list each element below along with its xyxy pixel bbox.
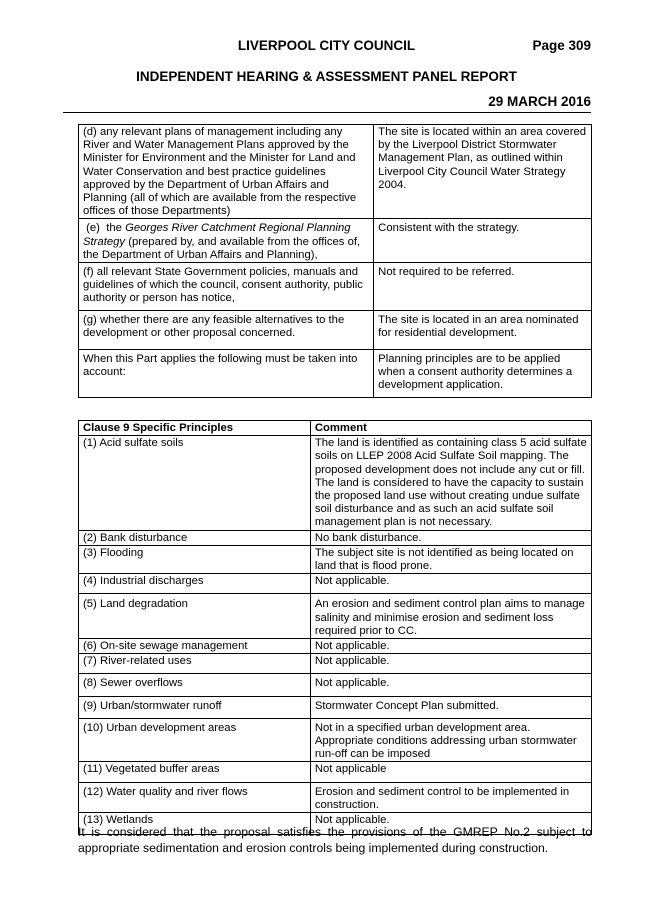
comment-cell: Stormwater Concept Plan submitted.: [310, 696, 591, 718]
consideration-comment: The site is located in an area nominated for residential development.: [374, 311, 592, 350]
comment-cell: Erosion and sediment control to be implemented in construction.: [310, 782, 591, 812]
comment-cell: Not applicable.: [310, 654, 591, 674]
table-row: [79, 436, 592, 530]
comment-cell: Not applicable: [310, 762, 591, 782]
comment-cell: Not applicable.: [310, 674, 591, 696]
principle-cell: (13) Wetlands: [79, 813, 311, 835]
page-number: Page 309: [532, 38, 591, 53]
principle-cell: (12) Water quality and river flows: [79, 782, 311, 812]
principle-cell: (4) Industrial discharges: [79, 574, 311, 594]
principle-cell: (11) Vegetated buffer areas: [79, 762, 311, 782]
table-row: [79, 311, 592, 350]
conclusion-paragraph: It is considered that the proposal satisfies the provisions of the GMREP No.2 subject to appropriate sedimentation and erosion controls being implemented during construction.: [78, 825, 592, 855]
column-header-comment: Comment: [310, 421, 591, 436]
table-row: [79, 696, 592, 718]
consideration-comment: Planning principles are to be applied when a consent authority determines a development application.: [374, 350, 592, 398]
table-row: [79, 263, 592, 311]
table-row: [79, 654, 592, 674]
table-row: [79, 350, 592, 398]
table-row: [79, 530, 592, 545]
consideration-comment: Not required to be referred.: [374, 263, 592, 311]
item-prefix: (e) the: [83, 222, 126, 235]
comment-cell: No bank disturbance.: [310, 530, 591, 545]
report-title: INDEPENDENT HEARING & ASSESSMENT PANEL REPORT: [136, 69, 517, 84]
table-row: [79, 219, 592, 263]
table-row: [79, 545, 592, 573]
item-suffix: (prepared by, and available from the offices of, the Department of Urban Affairs and Planning),: [83, 235, 361, 261]
consideration-item: (d) any relevant plans of management including any River and Water Management Plans approved by the Minister for Environment and the Minister for Land and Water Conservation and best practice guidelines approved by the Department of Urban Affairs and Planning (all of which are available from the respective offices of those Departments): [79, 125, 374, 219]
table-row: [79, 594, 592, 639]
principle-cell: (3) Flooding: [79, 545, 311, 573]
table-row: [79, 674, 592, 696]
consideration-item: [79, 219, 374, 263]
comment-cell: Not in a specified urban development area. Appropriate conditions addressing urban stormwater run-off can be imposed: [310, 718, 591, 762]
table-row: [79, 718, 592, 762]
principle-cell: (5) Land degradation: [79, 594, 311, 639]
column-header-principle: Clause 9 Specific Principles: [79, 421, 311, 436]
consideration-comment: Consistent with the strategy.: [374, 219, 592, 263]
comment-cell: The land is identified as containing class 5 acid sulfate soils on LLEP 2008 Acid Sulfate Soil mapping. The proposed development does not include any cut or fill. The land is considered to have the capacity to sustain the proposed land use without creating undue sulfate soil disturbance and as such an acid sulfate soil management plan is not necessary.: [310, 436, 591, 530]
principle-cell: (7) River-related uses: [79, 654, 311, 674]
report-date: 29 MARCH 2016: [488, 94, 591, 109]
table-row: [79, 125, 592, 219]
header-divider: [63, 112, 591, 113]
principle-cell: (10) Urban development areas: [79, 718, 311, 762]
table-row: [79, 574, 592, 594]
consideration-comment: The site is located within an area covered by the Liverpool District Stormwater Management Plan, as outlined within Liverpool City Council Water Strategy 2004.: [374, 125, 592, 219]
considerations-table: [78, 124, 592, 398]
comment-cell: Not applicable.: [310, 639, 591, 654]
principle-cell: (6) On-site sewage management: [79, 639, 311, 654]
principle-cell: (8) Sewer overflows: [79, 674, 311, 696]
consideration-item: When this Part applies the following must be taken into account:: [79, 350, 374, 398]
table-row: [79, 639, 592, 654]
comment-cell: The subject site is not identified as being located on land that is flood prone.: [310, 545, 591, 573]
principles-table: [78, 420, 592, 835]
table-header-row: [79, 421, 592, 436]
principle-cell: (1) Acid sulfate soils: [79, 436, 311, 530]
item-italic-title: Georges River Catchment Regional Planning Strategy: [83, 222, 351, 248]
consideration-item: (g) whether there are any feasible alternatives to the development or other proposal concerned.: [79, 311, 374, 350]
consideration-item: (f) all relevant State Government policies, manuals and guidelines of which the council, consent authority, public authority or person has notice,: [79, 263, 374, 311]
table-row: [79, 762, 592, 782]
comment-cell: Not applicable.: [310, 813, 591, 835]
council-name: LIVERPOOL CITY COUNCIL: [237, 38, 416, 53]
comment-cell: Not applicable.: [310, 574, 591, 594]
principle-cell: (9) Urban/stormwater runoff: [79, 696, 311, 718]
principle-cell: (2) Bank disturbance: [79, 530, 311, 545]
table-row: [79, 782, 592, 812]
comment-cell: An erosion and sediment control plan aims to manage salinity and minimise erosion and sediment loss required prior to CC.: [310, 594, 591, 639]
